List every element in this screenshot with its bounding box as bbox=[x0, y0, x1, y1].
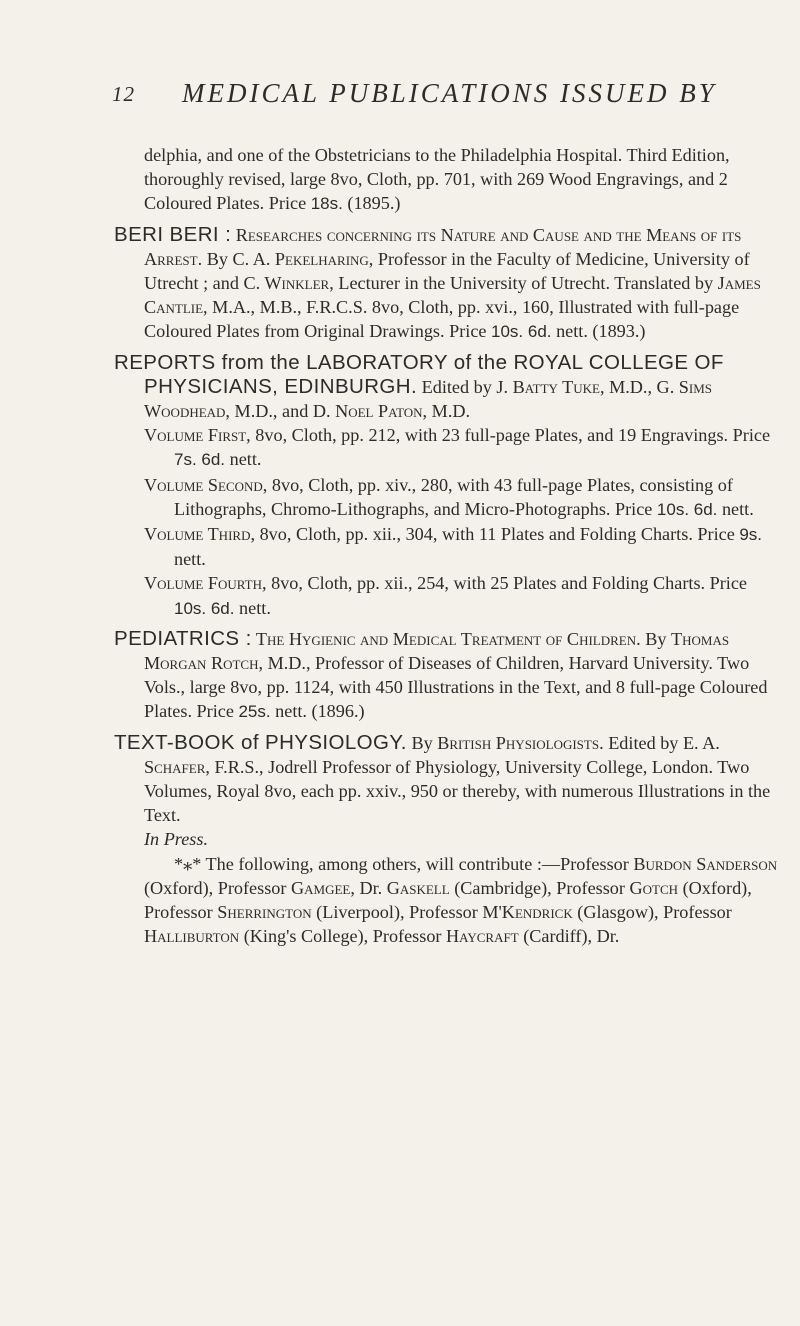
contributor-place: (Oxford), Professor bbox=[144, 877, 752, 923]
price-suffix: nett. bbox=[225, 449, 262, 470]
contributor-name: Gotch bbox=[629, 877, 679, 898]
entry-reports bbox=[114, 351, 778, 621]
volume-text: 8vo, Cloth, pp. xiv., 280, with 43 full-page Plates, consisting of Lithographs, Chromo-Lithographs, and Micro-Photographs. Price bbox=[174, 474, 733, 519]
year: (1895.) bbox=[342, 193, 401, 214]
in-press-label: In Press. bbox=[144, 829, 208, 850]
contributor-name: Burdon Sanderson bbox=[633, 853, 778, 874]
asterism-icon: *⁎* bbox=[174, 853, 202, 874]
editor-name: Schafer, bbox=[144, 756, 210, 777]
entry-text: M.D., Professor of Diseases of Children, Harvard University. Two Vols., large 8vo, pp. 1124, with 450 Illustrations in the Text, and 8 full-page Coloured Plates. Price bbox=[144, 653, 768, 722]
contributor-place: (Cambridge), Professor bbox=[449, 877, 630, 898]
volume-text: 8vo, Cloth, pp. xii., 254, with 25 Plates and Folding Charts. Price bbox=[266, 573, 748, 594]
catalogue-body bbox=[114, 143, 778, 949]
price: 10s. 6d. bbox=[491, 322, 552, 342]
edited-text: Edited by E. A. bbox=[603, 732, 720, 753]
entry-subtitle: Researches concerning its Nature and Cause and the Means of its Arrest. bbox=[144, 224, 742, 269]
volume-text: 8vo, Cloth, pp. xii., 304, with 11 Plates and Folding Charts. Price bbox=[255, 524, 740, 545]
editor-name: Batty Tuke, bbox=[512, 376, 605, 397]
entry-heading: REPORTS from the LABORATORY of the ROYAL COLLEGE OF PHYSICIANS, EDINBURGH. bbox=[114, 350, 724, 398]
page-number: 12 bbox=[112, 82, 135, 106]
price: 10s. 6d. bbox=[174, 598, 235, 618]
joiner-text: M.D. bbox=[427, 401, 471, 422]
price: 9s. bbox=[739, 525, 763, 545]
joiner-text: M.D., G. bbox=[604, 376, 679, 397]
price: 25s. bbox=[238, 702, 271, 722]
entry-heading: PEDIATRICS : bbox=[114, 626, 252, 650]
price-suffix: nett. bbox=[174, 549, 206, 570]
contributor-name: Haycraft bbox=[446, 926, 519, 947]
by-text: By bbox=[202, 248, 233, 269]
volume-text: 8vo, Cloth, pp. 212, with 23 full-page Plates, and 19 Engravings. Price bbox=[250, 425, 771, 446]
entry-text: F.R.S., Jodrell Professor of Physiology, University College, London. Two Volumes, Royal 8vo, each pp. xxiv., 950 or thereby, with numerous Illustrations in the Text. bbox=[144, 756, 771, 826]
price: 7s. 6d. bbox=[174, 450, 226, 470]
contributor-place: (Glasgow), Professor bbox=[572, 902, 732, 923]
contributor-place: (Liverpool), Professor bbox=[311, 902, 483, 923]
year: nett. (1893.) bbox=[551, 321, 646, 342]
entry-textbook-title bbox=[114, 731, 778, 828]
volume-label: Volume First, bbox=[144, 425, 251, 446]
contributor-place: (Oxford), Professor bbox=[144, 877, 291, 898]
contributor-place: (King's College), Professor bbox=[239, 926, 447, 947]
contributor-place: Dr. bbox=[354, 877, 387, 898]
author-name: Thomas Morgan Rotch, bbox=[144, 628, 730, 674]
running-title: MEDICAL PUBLICATIONS ISSUED BY bbox=[182, 78, 717, 108]
translator-name: James Cantlie, bbox=[144, 273, 761, 318]
society-name: British Physiologists. bbox=[437, 732, 604, 753]
volume-item bbox=[114, 423, 778, 472]
contributor-name: Sherrington bbox=[217, 902, 312, 923]
entry-textbook bbox=[114, 731, 778, 949]
entry-heading: TEXT-BOOK of PHYSIOLOGY. bbox=[114, 730, 407, 754]
entry-text: delphia, and one of the Obstetricians to the Philadelphia Hospital. Third Edition, thoroughly revised, large 8vo, Cloth, pp. 701, with 269 Wood Engravings, and 2 Coloured Plates. Price bbox=[144, 145, 730, 214]
entry-text: M.A., M.B., F.R.C.S. 8vo, Cloth, pp. xvi., 160, Illustrated with full-page Coloured Plates from Original Drawings. Price bbox=[144, 297, 740, 342]
volume-label: Volume Second, bbox=[144, 474, 268, 495]
contributor-name: M'Kendrick bbox=[482, 902, 573, 923]
by-text: By bbox=[406, 732, 438, 753]
author-name: C. Winkler, bbox=[243, 273, 334, 294]
author-desc: Professor in the Faculty of Medicine, University of Utrecht ; and bbox=[144, 248, 750, 294]
author-name: C. A. Pekelharing, bbox=[232, 248, 374, 269]
entry-beri-beri bbox=[114, 223, 778, 345]
contributor-name: Gamgee, bbox=[290, 877, 355, 898]
by-text: By bbox=[640, 628, 671, 649]
contributor-name: Gaskell bbox=[386, 877, 450, 898]
year: nett. (1896.) bbox=[270, 701, 365, 722]
price-suffix: nett. bbox=[717, 498, 754, 519]
contributor-name: Halliburton bbox=[144, 926, 240, 947]
contributors-note bbox=[114, 852, 778, 949]
price: 18s. bbox=[310, 194, 343, 214]
price: 10s. 6d. bbox=[656, 499, 718, 519]
contributor-place: (Cardiff), Dr. bbox=[518, 926, 620, 947]
editor-name: Sims Woodhead, bbox=[144, 376, 713, 422]
entry-pediatrics bbox=[114, 627, 778, 725]
volume-item bbox=[114, 522, 778, 571]
editor-name: Noel Paton, bbox=[335, 401, 428, 422]
note-intro: The following, among others, will contribute :—Professor bbox=[201, 853, 634, 874]
entry-heading: BERI BERI : bbox=[114, 222, 232, 246]
entry-reports-title bbox=[114, 351, 778, 424]
entry-obstetrics-continued bbox=[114, 143, 778, 217]
volume-item bbox=[114, 571, 778, 620]
price-suffix: nett. bbox=[234, 597, 271, 618]
page-header bbox=[112, 78, 772, 118]
volume-item bbox=[114, 473, 778, 522]
author-desc: Lecturer in the University of Utrecht. Translated by bbox=[333, 273, 718, 294]
volume-label: Volume Fourth, bbox=[144, 573, 267, 594]
joiner-text: M.D., and D. bbox=[229, 401, 336, 422]
volume-label: Volume Third, bbox=[144, 524, 256, 545]
edited-text: Edited by J. bbox=[417, 376, 513, 397]
entry-subtitle: The Hygienic and Medical Treatment of Children. bbox=[251, 628, 641, 649]
